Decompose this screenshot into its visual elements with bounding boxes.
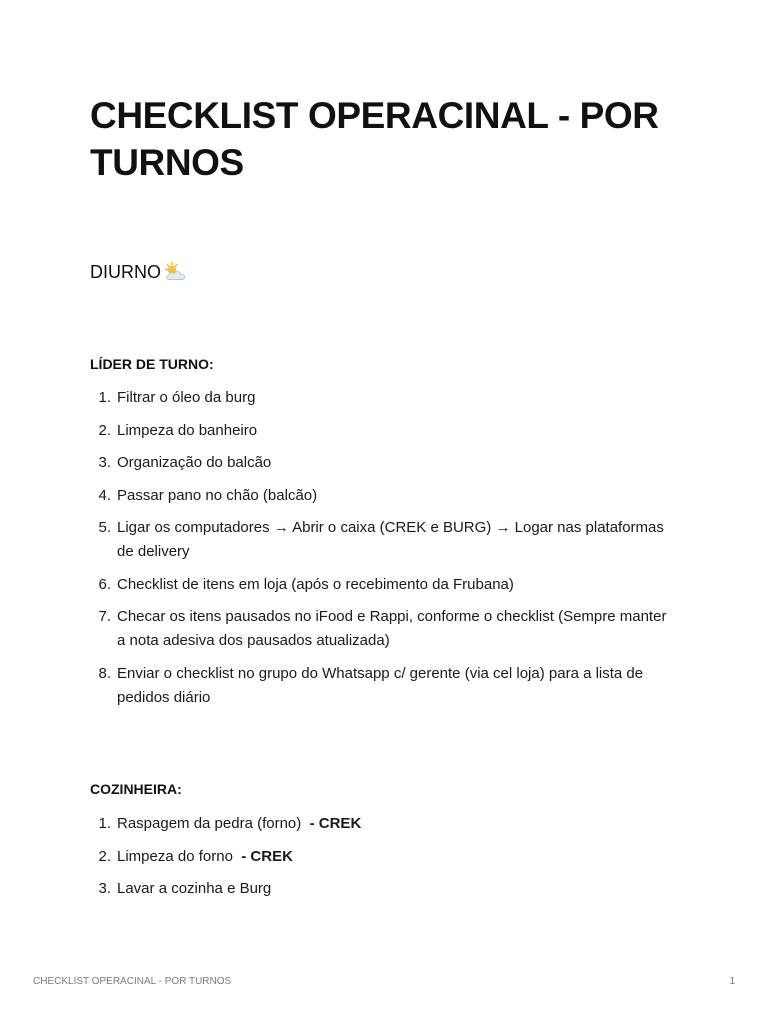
sun-behind-cloud-icon	[163, 261, 189, 283]
list-item	[90, 484, 670, 508]
list-item-tag: - CREK	[241, 847, 293, 865]
list-item	[90, 845, 670, 869]
list-item-tag: - CREK	[309, 815, 362, 832]
list-item-main-text: Limpeza do forno	[117, 847, 242, 865]
list-item-text	[117, 812, 670, 836]
footer-page-number: 1	[729, 976, 735, 987]
list-item	[90, 662, 670, 710]
list-item-number: 2.	[98, 847, 111, 865]
list-item-text: Lavar a cozinha e Burg	[117, 880, 272, 897]
section-heading-cozinheira: COZINHEIRA:	[90, 781, 182, 797]
list-item	[90, 516, 670, 564]
list-item-text: Checar os itens pausados no iFood e Rappi, conforme o checklist (Sempre manter a nota adesiva dos pausados atualizada)	[117, 608, 667, 649]
section-heading-lider-de-turno: LÍDER DE TURNO:	[90, 356, 214, 372]
footer-title: CHECKLIST OPERACINAL - POR TURNOS	[33, 976, 232, 987]
list-item	[90, 386, 670, 410]
cozinheira-task-list	[90, 812, 670, 910]
list-item-text: Organização do balcão	[117, 454, 272, 471]
list-item	[90, 573, 670, 597]
list-item	[90, 605, 670, 653]
list-item-number: 4.	[98, 486, 111, 504]
list-item-number: 1.	[98, 815, 111, 832]
list-item	[90, 451, 670, 475]
list-item	[90, 877, 670, 901]
list-item-number: 2.	[98, 421, 111, 439]
lider-de-turno-task-list	[90, 386, 670, 718]
list-item-text: Enviar o checklist no grupo do Whatsapp c/ gerente (via cel loja) para a lista de pedidos diário	[117, 664, 644, 706]
list-item-number: 1.	[98, 389, 111, 406]
list-item-text	[117, 845, 670, 869]
list-item-text: Limpeza do banheiro	[117, 421, 258, 439]
list-item	[90, 419, 670, 443]
list-item	[90, 812, 670, 836]
shift-label: DIURNO	[90, 262, 161, 282]
page-title: CHECKLIST OPERACINAL - POR TURNOS	[90, 95, 659, 183]
shift-heading	[90, 259, 189, 285]
list-item-main-text: Raspagem da pedra (forno)	[117, 815, 310, 832]
list-item-text: Passar pano no chão (balcão)	[117, 486, 318, 504]
list-item-text: Filtrar o óleo da burg	[117, 389, 256, 406]
list-item-number: 3.	[98, 454, 111, 471]
list-item-text: Checklist de itens em loja (após o recebimento da Frubana)	[117, 575, 514, 593]
list-item-number: 5.	[98, 519, 111, 536]
list-item-number: 3.	[98, 880, 111, 897]
list-item-text: Ligar os computadores → Abrir o caixa (CREK e BURG) → Logar nas plataformas de delivery	[117, 519, 664, 560]
list-item-number: 8.	[98, 664, 111, 682]
list-item-number: 7.	[98, 608, 111, 625]
list-item-number: 6.	[98, 575, 111, 593]
